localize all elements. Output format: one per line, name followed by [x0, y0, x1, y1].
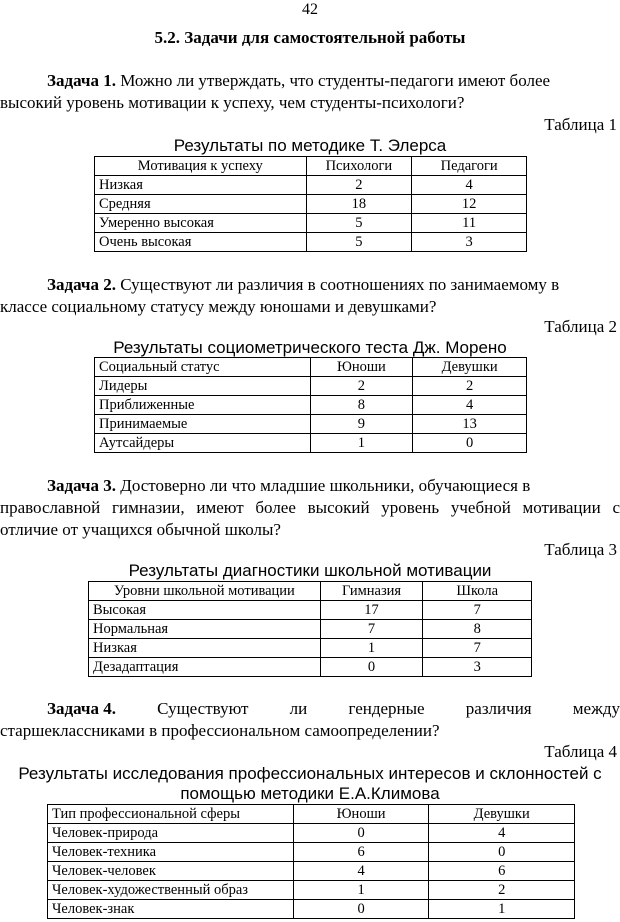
task-1-rest: высокий уровень мотивации к успеху, чем студенты-психологи?	[0, 93, 465, 112]
table-4-caption-line1: Результаты исследования профессиональных интересов и склонностей с	[18, 764, 602, 783]
table-cell: 7	[423, 601, 532, 620]
table-4-label: Таблица 4	[544, 742, 617, 761]
table-2-label: Таблица 2	[544, 317, 617, 336]
task-3-rest: православной гимназии, имеют более высокий уровень учебной мотивации с отличие от учащихся обычной школы?	[0, 498, 620, 539]
header-cell: Социальный статус	[95, 358, 311, 377]
table-row	[89, 620, 532, 639]
table-cell: Приближенные	[95, 396, 311, 415]
table-row	[89, 639, 532, 658]
table-row	[95, 233, 527, 252]
table-cell: Средняя	[95, 195, 307, 214]
table-row	[48, 881, 575, 900]
table-cell: Нормальная	[89, 620, 321, 639]
table-3	[88, 581, 532, 677]
table-cell: 4	[293, 862, 429, 881]
table-1-caption: Результаты по методике Т. Элерса	[173, 136, 447, 155]
table-header-row	[48, 805, 575, 824]
table-cell: Человек-знак	[48, 900, 294, 919]
task-4-word: между	[572, 699, 620, 718]
table-row	[95, 415, 527, 434]
table-cell: Очень высокая	[95, 233, 307, 252]
table-cell: 5	[306, 233, 412, 252]
task-4-word: различия	[465, 699, 532, 718]
table-cell: 18	[306, 195, 412, 214]
table-cell: 7	[320, 620, 423, 639]
table-3-label: Таблица 3	[544, 540, 617, 559]
table-cell: 1	[429, 900, 575, 919]
table-cell: 6	[429, 862, 575, 881]
table-cell: 9	[310, 415, 413, 434]
header-cell: Психологи	[306, 157, 412, 176]
table-row	[95, 377, 527, 396]
task-1-label: Задача 1.	[47, 71, 116, 90]
table-cell: 4	[413, 396, 527, 415]
table-cell: 2	[310, 377, 413, 396]
task-3-line1: Достоверно ли что младшие школьники, обучающиеся в	[115, 476, 531, 495]
task-2-line1: Существуют ли различия в соотношениях по занимаемому в	[115, 275, 560, 294]
task-4-word: Существуют	[157, 699, 249, 718]
table-cell: Принимаемые	[95, 415, 311, 434]
task-3-text	[0, 475, 620, 541]
table-cell: 0	[293, 900, 429, 919]
table-cell: 2	[429, 881, 575, 900]
table-cell: Человек-человек	[48, 862, 294, 881]
table-row	[48, 862, 575, 881]
table-cell: 8	[423, 620, 532, 639]
table-cell: 7	[423, 639, 532, 658]
table-cell: Высокая	[89, 601, 321, 620]
table-4-caption-line2: помощью методики Е.А.Климова	[180, 784, 440, 803]
table-1-label: Таблица 1	[544, 115, 617, 134]
header-cell: Тип профессиональной сферы	[48, 805, 294, 824]
table-cell: 5	[306, 214, 412, 233]
table-cell: 3	[423, 658, 532, 677]
table-cell: 1	[320, 639, 423, 658]
table-row	[95, 434, 527, 453]
table-cell: 13	[413, 415, 527, 434]
table-cell: Дезадаптация	[89, 658, 321, 677]
table-cell: 1	[293, 881, 429, 900]
table-cell: 0	[293, 824, 429, 843]
task-2-rest: классе социальному статусу между юношами и девушками?	[0, 297, 437, 316]
header-cell: Девушки	[429, 805, 575, 824]
task-2-label: Задача 2.	[47, 275, 116, 294]
header-cell: Мотивация к успеху	[95, 157, 307, 176]
header-cell: Педагоги	[412, 157, 527, 176]
table-row	[48, 824, 575, 843]
task-2-text	[0, 274, 620, 318]
task-4-label: Задача 4.	[47, 699, 116, 718]
page-number: 42	[302, 1, 318, 18]
table-row	[89, 601, 532, 620]
table-4-caption	[0, 764, 620, 804]
table-2-caption: Результаты социометрического теста Дж. Морено	[113, 338, 507, 357]
table-cell: Низкая	[89, 639, 321, 658]
table-row	[89, 658, 532, 677]
table-cell: 0	[320, 658, 423, 677]
header-cell: Девушки	[413, 358, 527, 377]
table-1	[94, 156, 527, 252]
header-cell: Гимназия	[320, 582, 423, 601]
table-header-row	[95, 358, 527, 377]
table-row	[48, 900, 575, 919]
table-cell: 11	[412, 214, 527, 233]
task-1-text	[0, 70, 620, 114]
table-header-row	[95, 157, 527, 176]
table-header-row	[89, 582, 532, 601]
table-cell: 12	[412, 195, 527, 214]
task-1-line1: Можно ли утверждать, что студенты-педагоги имеют более	[115, 71, 551, 90]
table-cell: 1	[310, 434, 413, 453]
section-title: 5.2. Задачи для самостоятельной работы	[154, 28, 466, 47]
table-cell: 4	[429, 824, 575, 843]
table-cell: Человек-техника	[48, 843, 294, 862]
table-row	[95, 396, 527, 415]
task-4-word: ли	[289, 699, 308, 718]
table-cell: Человек-художественный образ	[48, 881, 294, 900]
table-cell: 6	[293, 843, 429, 862]
table-row	[48, 843, 575, 862]
table-cell: Умеренно высокая	[95, 214, 307, 233]
header-cell: Школа	[423, 582, 532, 601]
task-4-word: гендерные	[348, 699, 425, 718]
header-cell: Юноши	[293, 805, 429, 824]
table-cell: 4	[412, 176, 527, 195]
table-cell: 2	[306, 176, 412, 195]
table-cell: 17	[320, 601, 423, 620]
table-4	[47, 804, 575, 919]
task-3-label: Задача 3.	[47, 476, 116, 495]
table-cell: Низкая	[95, 176, 307, 195]
task-4-text	[0, 698, 620, 742]
table-cell: 0	[429, 843, 575, 862]
table-row	[95, 195, 527, 214]
table-3-caption: Результаты диагностики школьной мотивации	[128, 561, 492, 580]
table-row	[95, 176, 527, 195]
task-4-rest: старшеклассниками в профессиональном самоопределении?	[0, 721, 440, 740]
table-cell: 2	[413, 377, 527, 396]
table-2	[94, 357, 527, 453]
table-cell: Аутсайдеры	[95, 434, 311, 453]
table-cell: 8	[310, 396, 413, 415]
table-cell: 0	[413, 434, 527, 453]
table-cell: Лидеры	[95, 377, 311, 396]
table-cell: 3	[412, 233, 527, 252]
table-cell: Человек-природа	[48, 824, 294, 843]
header-cell: Юноши	[310, 358, 413, 377]
table-row	[95, 214, 527, 233]
header-cell: Уровни школьной мотивации	[89, 582, 321, 601]
